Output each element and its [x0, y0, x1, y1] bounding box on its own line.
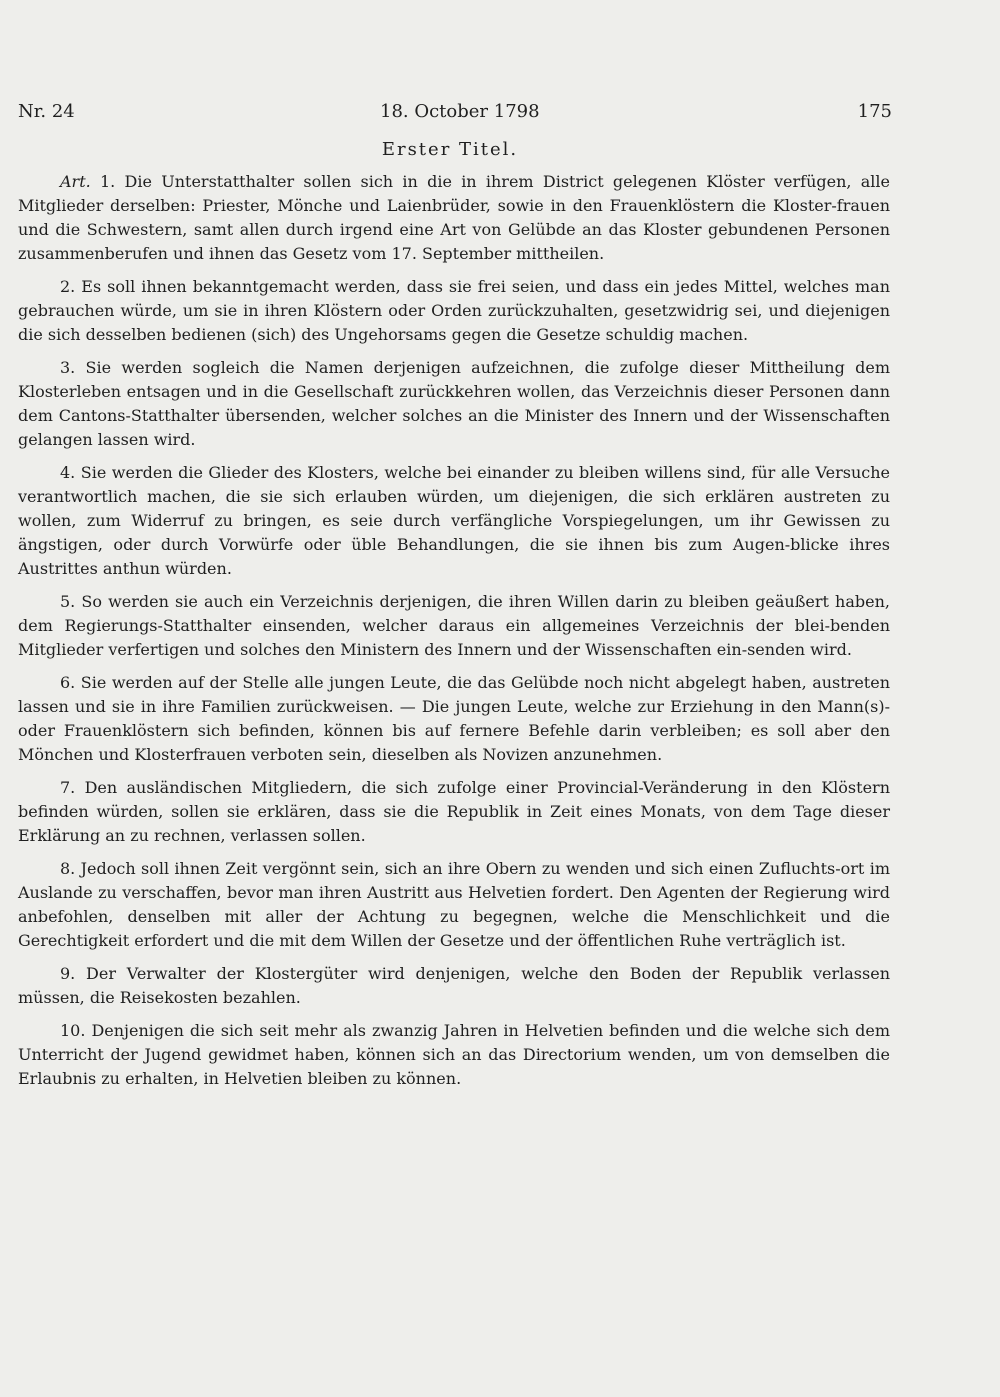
article-number: 4. [60, 463, 76, 482]
article-text: Denjenigen die sich seit mehr als zwanzig Jahren in Helvetien befinden und die welche sich dem Unterricht der Jugend gewidmet haben, können sich an das Directorium wenden, um von demselben die Erlaubnis zu erhalten, in Helvetien bleiben zu können. [18, 1021, 891, 1088]
article-paragraph [18, 776, 890, 848]
article-number: 6. [60, 673, 76, 692]
article-paragraph [18, 671, 890, 767]
article-paragraph [18, 275, 890, 347]
article-text: Die Unterstatthalter sollen sich in die in ihrem District gelegenen Klöster verfügen, alle Mitglieder derselben: Priester, Mönche und Laienbrüder, sowie in den Frauenklöstern die Kloster-frauen und die Schwestern, samt allen durch irgend eine Art von Gelübde an das Kloster gebundenen Personen zusammenberufen und ihnen das Gesetz vom 17. September mittheilen. [18, 172, 890, 263]
article-number: 7. [60, 778, 76, 797]
article-paragraph [18, 590, 890, 662]
document-number: Nr. 24 [18, 101, 75, 122]
section-title: Erster Titel. [381, 139, 519, 160]
page-header [18, 100, 892, 124]
article-paragraph [18, 962, 890, 1010]
document-body [18, 170, 890, 1100]
article-paragraph [18, 356, 890, 452]
article-text: Sie werden sogleich die Namen derjenigen aufzeichnen, die zufolge dieser Mittheilung dem Klosterleben entsagen und in die Gesellschaft zurückkehren wollen, das Verzeichnis dieser Personen dann dem Cantons-Statthalter übersenden, welcher solches an die Minister des Innern und der Wissenschaften gelangen lassen wird. [18, 358, 890, 449]
article-text: Sie werden die Glieder des Klosters, welche bei einander zu bleiben willens sind, für alle Versuche verantwortlich machen, die sie sich erlauben würden, um diejenigen, die sich erklären austreten zu wollen, zum Widerruf zu bringen, es seie durch verfängliche Vorspiegelungen, um ihr Gewissen zu ängstigen, oder durch Vorwürfe oder üble Behandlungen, die sie ihnen bis zum Augen-blicke ihres Austrittes anthun würden. [18, 463, 890, 578]
article-text: Jedoch soll ihnen Zeit vergönnt sein, sich an ihre Obern zu wenden und sich einen Zufluchts-ort im Auslande zu verschaffen, bevor man ihren Austritt aus Helvetien fordert. Den Agenten der Regierung wird anbefohlen, denselben mit aller der Achtung zu begegnen, welche die Menschlichkeit und die Gerechtigkeit erfordert und die mit dem Willen der Gesetze und der öffentlichen Ruhe verträglich ist. [18, 859, 890, 950]
article-paragraph [18, 1019, 890, 1091]
article-text: Der Verwalter der Klostergüter wird denjenigen, welche den Boden der Republik verlassen müssen, die Reisekosten bezahlen. [18, 964, 890, 1007]
article-text: So werden sie auch ein Verzeichnis derjenigen, die ihren Willen darin zu bleiben geäußert haben, dem Regierungs-Statthalter einsenden, welcher daraus ein allgemeines Verzeichnis der blei-benden Mitglieder verfertigen und solches den Ministern des Innern und der Wissenschaften ein-senden wird. [18, 592, 890, 659]
article-number: 3. [60, 358, 76, 377]
page-number: 175 [857, 101, 892, 122]
article-number: 2. [60, 277, 76, 296]
article-number: 5. [60, 592, 76, 611]
article-number: 8. [60, 859, 76, 878]
article-number: 9. [60, 964, 76, 983]
article-paragraph [18, 857, 890, 953]
article-text: Es soll ihnen bekanntgemacht werden, dass sie frei seien, und dass ein jedes Mittel, welches man gebrauchen würde, um sie in ihren Klöstern oder Orden zurückzuhalten, gesetzwidrig sei, und diejenigen die sich desselben bedienen (sich) des Ungehorsams gegen die Gesetze schuldig machen. [18, 277, 891, 344]
article-label: Art. [60, 172, 91, 191]
document-date: 18. October 1798 [380, 101, 540, 122]
article-text: Sie werden auf der Stelle alle jungen Leute, die das Gelübde noch nicht abgelegt haben, austreten lassen und sie in ihre Familien zurückweisen. — Die jungen Leute, welche zur Erziehung in den Mann(s)- oder Frauenklöstern sich befinden, können bis auf fernere Befehle darin verbleiben; es soll aber den Mönchen und Klosterfrauen verboten sein, dieselben als Novizen anzunehmen. [18, 673, 890, 764]
article-number: 1. [100, 172, 116, 191]
article-paragraph [18, 461, 890, 581]
article-number: 10. [60, 1021, 86, 1040]
article-text: Den ausländischen Mitgliedern, die sich zufolge einer Provincial-Veränderung in den Klöstern befinden würden, sollen sie erklären, dass sie die Republik in Zeit eines Monats, von dem Tage dieser Erklärung an zu rechnen, verlassen sollen. [18, 778, 890, 845]
article-paragraph [18, 170, 890, 266]
